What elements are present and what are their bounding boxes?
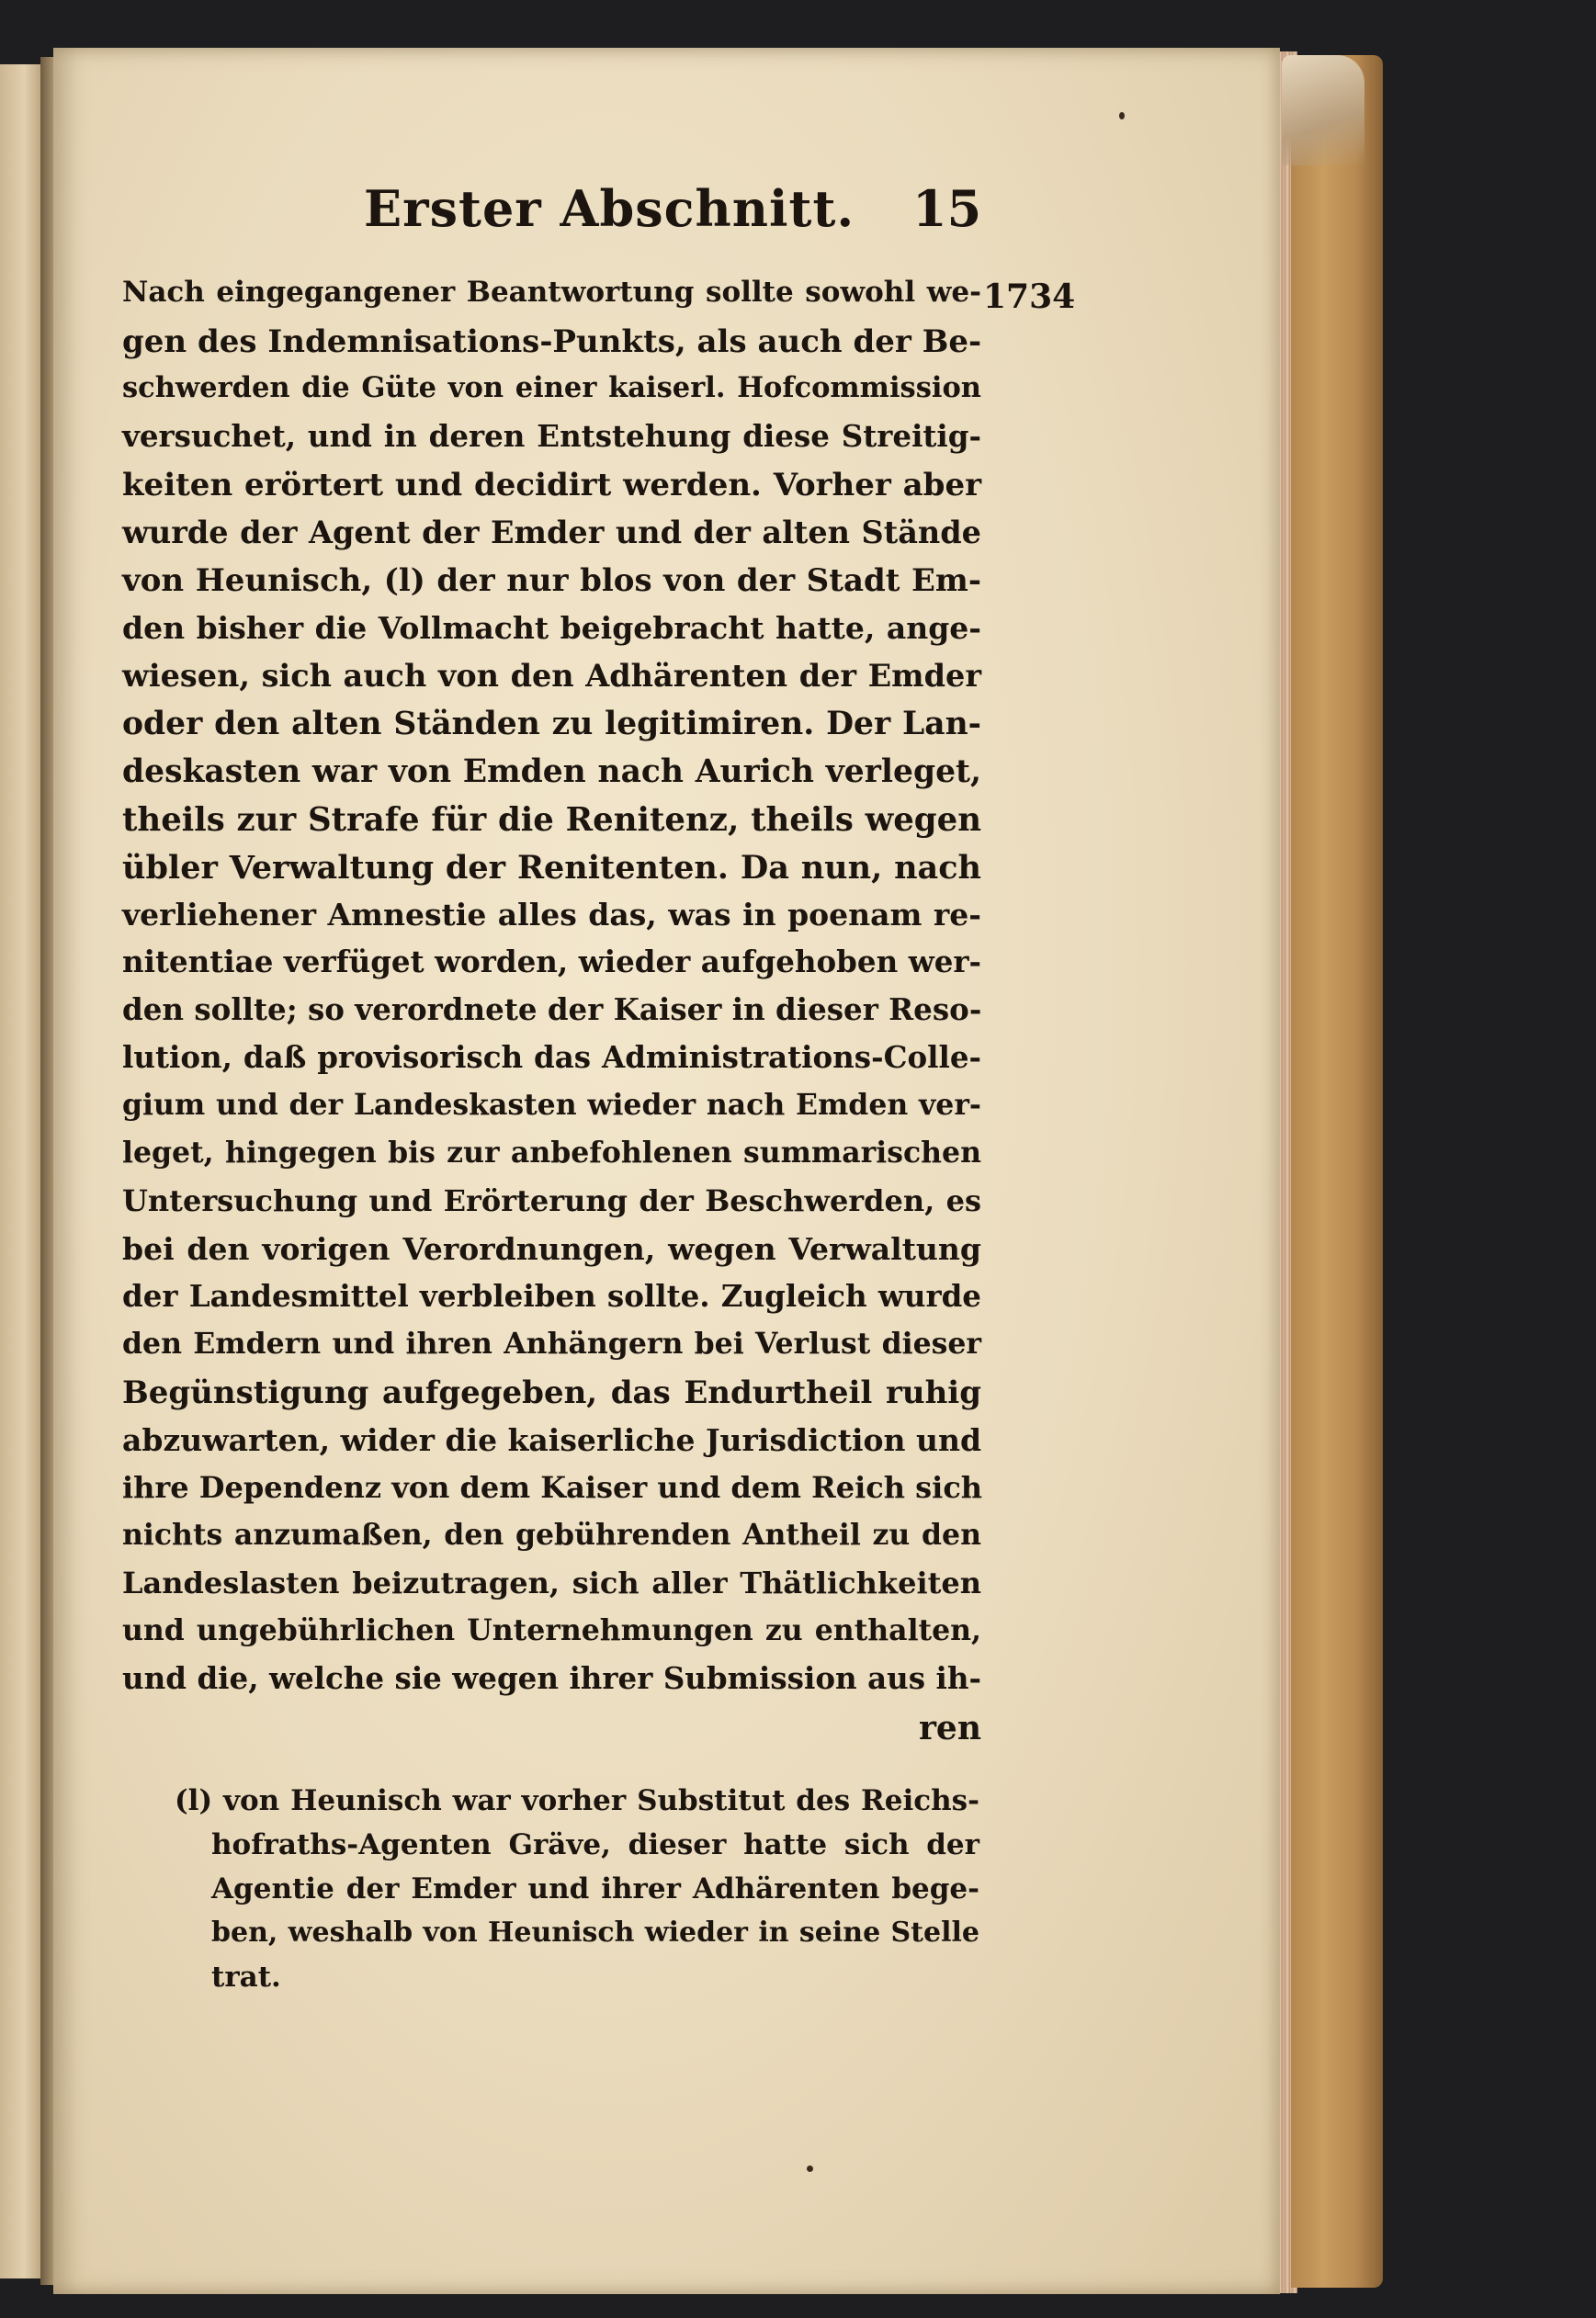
footnote-line: Agentie der Emder und ihrer Adhärenten bege-: [211, 1872, 979, 1905]
text-line: übler Verwaltung der Renitenten. Da nun, nach: [122, 849, 981, 887]
text-line: lution, daß provisorisch das Administrations-Colle-: [122, 1039, 981, 1075]
catchword: ren: [918, 1709, 981, 1747]
paper-speck: [807, 2165, 813, 2172]
text-line: versuchet, und in deren Entstehung diese Streitig-: [122, 418, 981, 454]
text-line: Untersuchung und Erörterung der Beschwerden, es: [122, 1183, 981, 1218]
worn-cover-corner: [1282, 55, 1364, 165]
text-line: Landeslasten beizutragen, sich aller Thätlichkeiten: [122, 1566, 981, 1600]
text-line: gen des Indemnisations-Punkts, als auch der Be-: [122, 323, 982, 360]
text-line: nichts anzumaßen, den gebührenden Antheil zu den: [122, 1518, 981, 1552]
text-line: bei den vorigen Verordnungen, wegen Verwaltung: [122, 1231, 981, 1267]
text-line: gium und der Landeskasten wieder nach Emden ver-: [122, 1088, 981, 1122]
page-number: 15: [912, 179, 982, 238]
text-line: leget, hingegen bis zur anbefohlenen summarischen: [122, 1136, 981, 1170]
text-line: schwerden die Güte von einer kaiserl. Hofcommission: [122, 371, 981, 404]
text-line: ihre Dependenz von dem Kaiser und dem Reich sich: [122, 1470, 983, 1505]
text-line: von Heunisch, (l) der nur blos von der Stadt Em-: [122, 562, 981, 599]
text-line: Nach eingegangener Beantwortung sollte sowohl we-: [122, 276, 981, 309]
footnote-line: trat.: [211, 1961, 281, 1994]
text-line: den bisher die Vollmacht beigebracht hatte, ange-: [122, 610, 981, 646]
text-line: Begünstigung aufgegeben, das Endurtheil ruhig: [122, 1374, 981, 1411]
text-line: keiten erörtert und decidirt werden. Vorher aber: [122, 467, 981, 503]
text-line: der Landesmittel verbleiben sollte. Zugleich wurde: [122, 1278, 981, 1314]
book-cover-board: [1291, 55, 1383, 2288]
text-line: theils zur Strafe für die Renitenz, theils wegen: [122, 801, 981, 839]
text-line: den Emdern und ihren Anhängern bei Verlust dieser: [122, 1327, 981, 1361]
text-line: nitentiae verfüget worden, wieder aufgehoben wer-: [122, 944, 981, 979]
footnote-line: hofraths-Agenten Gräve, dieser hatte sich der: [211, 1828, 979, 1861]
footnote-line: ben, weshalb von Heunisch wieder in seine Stelle: [211, 1917, 979, 1949]
text-line: deskasten war von Emden nach Aurich verleget,: [122, 753, 981, 790]
text-line: oder den alten Ständen zu legitimiren. Der Lan-: [122, 706, 981, 742]
text-line: abzuwarten, wider die kaiserliche Jurisdiction und: [122, 1422, 982, 1458]
margin-year: 1734: [983, 277, 1076, 316]
text-line: den sollte; so verordnete der Kaiser in dieser Reso-: [122, 991, 982, 1027]
text-line: und die, welche sie wegen ihrer Submission aus ih-: [122, 1660, 981, 1696]
running-head: Erster Abschnitt.: [364, 179, 855, 238]
text-line: wiesen, sich auch von den Adhärenten der Emder: [122, 658, 981, 694]
footnote-line: (l) von Heunisch war vorher Substitut des Reichs-: [175, 1784, 979, 1817]
text-line: und ungebührlichen Unternehmungen zu enthalten,: [122, 1613, 981, 1647]
text-line: wurde der Agent der Emder und der alten Stände: [122, 514, 981, 550]
paper-speck: [1119, 112, 1125, 119]
facing-page-edge: [0, 64, 44, 2278]
text-line: verliehener Amnestie alles das, was in poenam re-: [122, 897, 981, 933]
